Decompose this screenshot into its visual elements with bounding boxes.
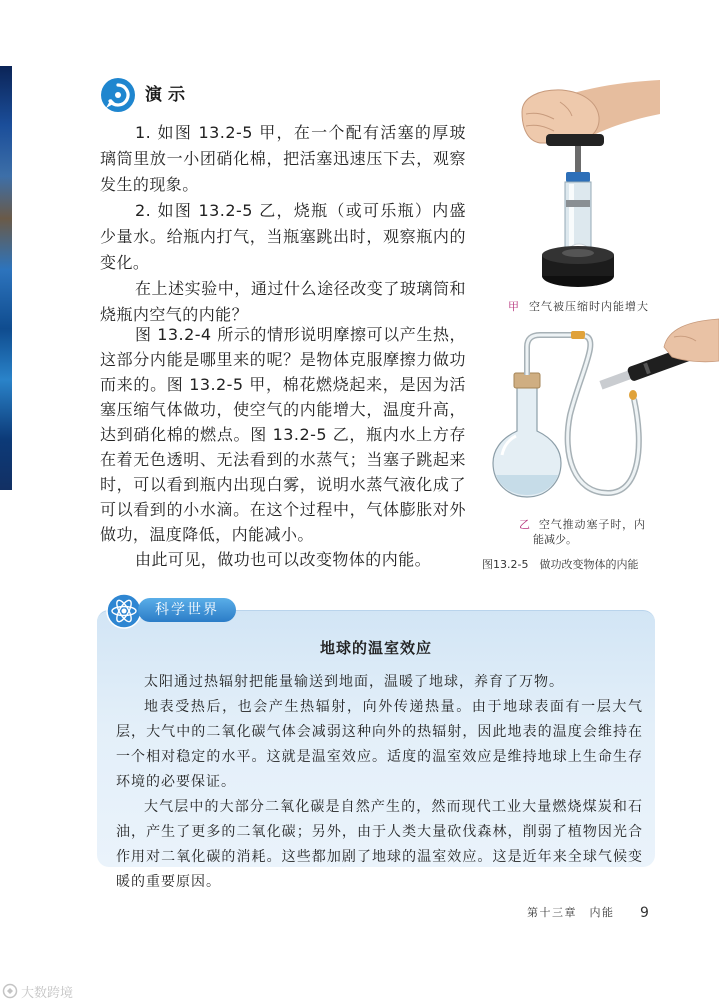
footer-chapter: 第十三章 内能	[527, 906, 615, 919]
left-edge-photo	[0, 66, 12, 490]
demo-item: 1. 如图 13.2-5 甲，在一个配有活塞的厚玻璃筒里放一小团硝化棉，把活塞迅速压下去，观察发生的现象。	[100, 123, 466, 194]
demo-heading: 演示	[145, 85, 191, 105]
watermark	[2, 982, 73, 1000]
science-world-title: 地球的温室效应	[319, 639, 432, 657]
science-world-paragraph: 太阳通过热辐射把能量输送到地面，温暖了地球，养育了万物。	[144, 674, 564, 690]
atom-icon	[106, 593, 142, 629]
demo-question: 在上述实验中，通过什么途径改变了玻璃筒和烧瓶内空气的内能？	[100, 279, 466, 324]
demo-item: 2. 如图 13.2-5 乙，烧瓶（或可乐瓶）内盛少量水。给瓶内打气，当瓶塞跳出时，观察瓶内的变化。	[100, 201, 466, 272]
watermark-logo-icon	[2, 983, 18, 999]
panel-a-label: 甲	[508, 300, 520, 313]
body-paragraph: 图 13.2-4 所示的情形说明摩擦可以产生热，这部分内能是哪里来的呢？是物体克服摩擦力做功而来的。图 13.2-5 甲，棉花燃烧起来，是因为活塞压缩气体做功，使空气的内能增大，温度升高，达到硝化棉的燃点。图 13.2-5 乙，瓶内水上方存在着无色透明、无法看到的水蒸气；当塞子跳起来时，可以看到瓶内出现白雾，说明水蒸气液化成了可以看到的小水滴。在这个过程中，气体膨胀对外做功，温度降低，内能减小。	[100, 325, 466, 544]
body-section	[100, 322, 466, 572]
body-paragraph: 由此可见，做功也可以改变物体的内能。	[135, 550, 432, 569]
science-world-tab: 科学世界	[138, 598, 236, 622]
panel-b-text: 空气推动塞子时，内能减少。	[533, 518, 646, 546]
piston-syringe-figure	[500, 80, 670, 292]
panel-b-caption	[519, 517, 645, 547]
science-world-paragraph: 地表受热后，也会产生热辐射，向外传递热量。由于地球表面有一层大气层，大气中的二氧化碳气体会减弱这种向外的热辐射，因此地表的温度会维持在一个相对稳定的水平。这就是温室效应。适度的温室效应是维持地球上生命生存环境的必要保证。	[116, 699, 643, 790]
page-number: 9	[640, 905, 649, 921]
science-world-text	[116, 670, 643, 895]
watermark-text: 大数跨境	[21, 985, 74, 1001]
panel-b-label: 乙	[519, 518, 531, 531]
flask-pump-figure	[488, 315, 719, 510]
demo-section	[100, 120, 466, 328]
figure-caption: 图13.2-5 做功改变物体的内能	[482, 558, 639, 571]
speech-bubble-icon	[100, 77, 136, 113]
panel-a-text: 空气被压缩时内能增大	[529, 300, 649, 313]
panel-a-caption	[508, 300, 649, 314]
science-world-paragraph: 大气层中的大部分二氧化碳是自然产生的，然而现代工业大量燃烧煤炭和石油，产生了更多的二氧化碳；另外，由于人类大量砍伐森林，削弱了植物因光合作用对二氧化碳的消耗。这些都加剧了地球的温室效应。这是近年来全球气候变暖的重要原因。	[116, 799, 643, 890]
